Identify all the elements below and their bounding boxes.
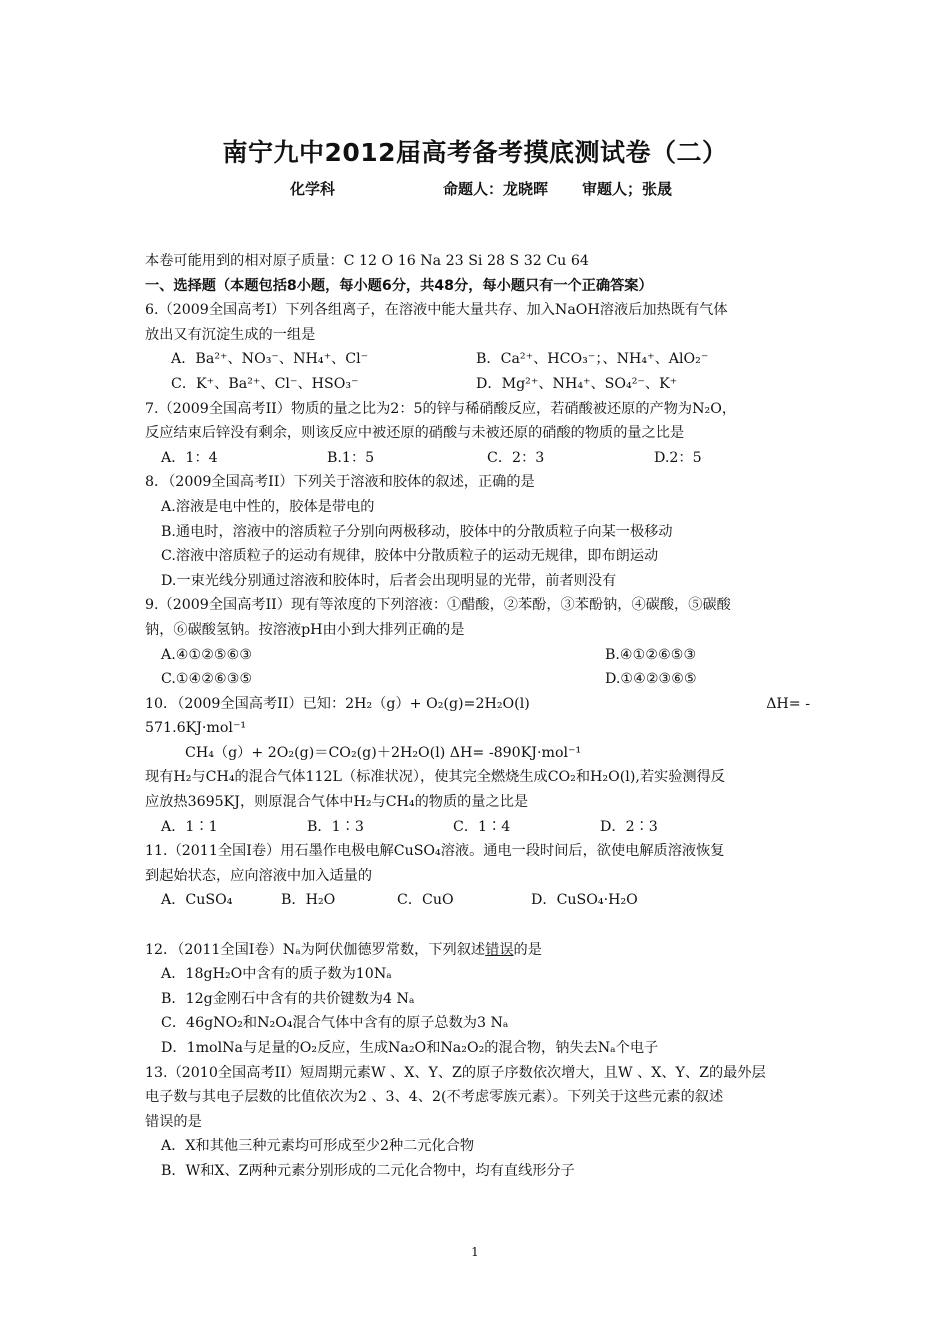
spacer: [145, 913, 810, 938]
question-8-option-b: B.通电时，溶液中的溶质粒子分别向两极移动，胶体中的分散质粒子向某一极移动: [161, 523, 673, 540]
question-9-stem-2: 钠，⑥碳酸氢钠。按溶液pH由小到大排列正确的是: [145, 621, 465, 638]
question-12-option-d: D．1molNa与足量的O₂反应，生成Na₂O和Na₂O₂的混合物，钠失去Nₐ个电子: [161, 1040, 659, 1056]
question-6-option-b: B．Ca²⁺、HCO₃⁻；、NH₄⁺、AlO₂⁻: [476, 351, 709, 368]
question-12-underlined-word: 错误: [485, 941, 514, 958]
question-10-stem-1: [145, 692, 810, 717]
question-6-option-c: C．K⁺、Ba²⁺、Cl⁻、HSO₃⁻: [171, 375, 359, 392]
question-6-stem-1: 6.（2009全国高考I）下列各组离子，在溶液中能大量共存、加入NaOH溶液后加热既有气体: [145, 302, 728, 319]
question-7-stem-2: 反应结束后锌没有剩余，则该反应中被还原的硝酸与未被还原的硝酸的物质的量之比是: [145, 425, 685, 442]
question-6-option-a: A．Ba²⁺、NO₃⁻、NH₄⁺、Cl⁻: [171, 351, 369, 368]
question-9-options-row-2: [145, 667, 810, 692]
question-9-option-c: C.①④②⑥③⑤: [161, 671, 253, 688]
question-7-option-a: A．1：4: [161, 449, 218, 466]
question-10-option-b: B．1∶3: [307, 818, 364, 835]
question-7-option-d: D.2：5: [654, 449, 702, 466]
question-6-options-row-1: [145, 347, 810, 372]
author-label: 命题人：龙晓晖: [443, 180, 549, 198]
question-11-options: [145, 888, 810, 913]
reviewer-label: 审题人；张晟: [582, 180, 673, 198]
question-11-option-a: A．CuSO₄: [161, 892, 233, 909]
question-13-stem-2: 电子数与其电子层数的比值依次为2 、3、4、2(不考虑零族元素）。下列关于这些元素的叙述: [145, 1089, 724, 1106]
question-10-option-a: A．1∶1: [161, 818, 218, 835]
subject-label: 化学科: [290, 180, 336, 198]
question-6-options-row-2: [145, 372, 810, 397]
question-13-option-b: B．W和X、Z两种元素分别形成的二元化合物中，均有直线形分子: [161, 1162, 575, 1179]
question-10-option-d: D．2∶3: [600, 818, 658, 835]
question-8-stem: 8．（2009全国高考II）下列关于溶液和胶体的叙述，正确的是: [145, 474, 535, 491]
question-9-option-b: B.④①②⑥⑤③: [605, 646, 697, 663]
question-6-stem-2: 放出又有沉淀生成的一组是: [145, 326, 316, 343]
question-10-equation-1: 10．（2009全国高考II）已知：2H₂（g）+ O₂(g)=2H₂O(l): [145, 695, 530, 712]
exam-title: 南宁九中2012届高考备考摸底测试卷（二）: [222, 138, 728, 167]
question-10-stem-3: 现有H₂与CH₄的混合气体112L（标准状况），使其完全燃烧生成CO₂和H₂O(l),若实验测得反: [145, 769, 725, 786]
question-11-option-c: C．CuO: [397, 892, 454, 909]
question-13-option-a: A．X和其他三种元素均可形成至少2种二元化合物: [161, 1138, 475, 1155]
question-12-stem-end: 的是: [513, 941, 542, 958]
question-7-options: [145, 446, 810, 471]
question-10-stem-4: 应放热3695KJ，则原混合气体中H₂与CH₄的物质的量之比是: [145, 794, 529, 811]
question-8-option-a: A.溶液是电中性的，胶体是带电的: [161, 498, 375, 515]
section-heading: 一、选择题（本题包括8小题，每小题6分，共48分，每小题只有一个正确答案）: [145, 277, 653, 294]
question-9-option-d: D.①④②③⑥⑤: [605, 671, 697, 688]
question-12-stem: [145, 938, 810, 963]
question-10-stem-2: 571.6KJ·mol⁻¹: [145, 720, 247, 737]
question-12-option-b: B．12g金刚石中含有的共价键数为4 Nₐ: [161, 990, 415, 1007]
atomic-masses-line: 本卷可能用到的相对原子质量：C 12 O 16 Na 23 Si 28 S 32 Cu 64: [145, 253, 589, 269]
question-12-option-a: A．18gH₂O中含有的质子数为10Nₐ: [161, 966, 392, 983]
question-7-stem-1: 7.（2009全国高考II）物质的量之比为2：5的锌与稀硝酸反应，若硝酸被还原的产物为N₂O，: [145, 400, 737, 417]
question-10-enthalpy-1: ΔH= -: [766, 695, 810, 712]
question-9-options-row-1: [145, 643, 810, 668]
question-7-option-b: B.1：5: [327, 449, 375, 466]
question-8-option-d: D.一束光线分别通过溶液和胶体时，后者会出现明显的光带，前者则没有: [161, 572, 617, 589]
question-11-option-b: B．H₂O: [281, 892, 336, 909]
question-11-stem-1: 11.（2011全国Ⅰ卷）用石墨作电极电解CuSO₄溶液。通电一段时间后，欲使电解质溶液恢复: [145, 843, 725, 860]
question-9-option-a: A.④①②⑤⑥③: [161, 646, 253, 663]
page-number: 1: [471, 1245, 479, 1259]
question-7-option-c: C．2：3: [487, 449, 545, 466]
question-8-option-c: C.溶液中溶质粒子的运动有规律，胶体中分散质粒子的运动无规律，即布朗运动: [161, 548, 659, 565]
question-10-options: [145, 815, 810, 840]
question-10-equation-2: CH₄（g）+ 2O₂(g)＝CO₂(g)＋2H₂O(l) ΔH= -890KJ·mol⁻¹: [185, 744, 582, 761]
question-10-option-c: C．1∶4: [453, 818, 511, 835]
question-13-stem-1: 13.（2010全国高考II）短周期元素W 、X、Y、Z的原子序数依次增大，且W 、X、Y、Z的最外层: [145, 1064, 766, 1081]
question-11-option-d: D．CuSO₄·H₂O: [531, 892, 638, 909]
question-12-option-c: C．46gNO₂和N₂O₄混合气体中含有的原子总数为3 Nₐ: [161, 1015, 509, 1032]
question-6-option-d: D．Mg²⁺、NH₄⁺、SO₄²⁻、K⁺: [476, 375, 678, 392]
exam-body: [145, 249, 810, 1184]
question-12-stem-text: 12．（2011全国Ⅰ卷）Nₐ为阿伏伽德罗常数，下列叙述: [145, 941, 486, 958]
question-13-stem-3: 错误的是: [145, 1113, 202, 1130]
question-9-stem-1: 9.（2009全国高考II）现有等浓度的下列溶液：①醋酸，②苯酚，③苯酚钠，④碳酸，⑤碳酸: [145, 597, 731, 614]
question-11-stem-2: 到起始状态，应向溶液中加入适量的: [145, 867, 373, 884]
